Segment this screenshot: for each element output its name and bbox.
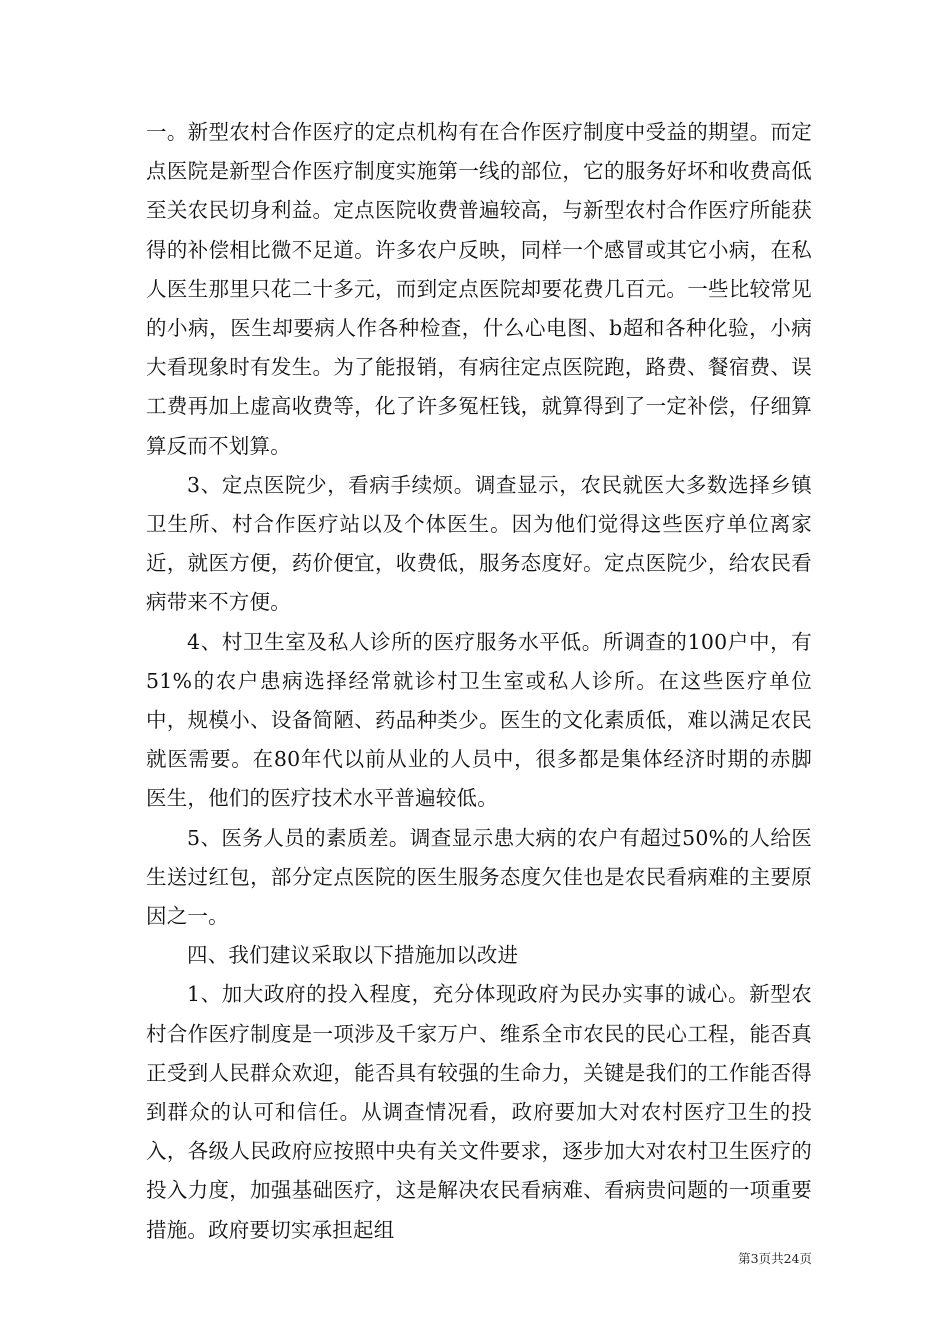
section-heading-suggestions: 四、我们建议采取以下措施加以改进 (187, 943, 519, 968)
paragraph-point-4: 4、村卫生室及私人诊所的医疗服务水平低。所调查的100户中，有51%的农户患病选择经常就诊村卫生室或私人诊所。在这些医疗单位中，规模小、设备简陋、药品种类少。医生的文化素质低，难以满足农民就医需要。在80年代以前从业的人员中，很多都是集体经济时期的赤脚医生，他们的医疗技术水平普遍较低。 (146, 629, 812, 811)
paragraph-suggestion-1: 1、加大政府的投入程度，充分体现政府为民办实事的诚心。新型农村合作医疗制度是一项涉及千家万户、维系全市农民的民心工程，能否真正受到人民群众欢迎，能否具有较强的生命力，关键是我们的工作能否得到群众的认可和信任。从调查情况看，政府要加大对农村医疗卫生的投入，各级人民政府应按照中央有关文件要求，逐步加大对农村卫生医疗的投入力度，加强基础医疗，这是解决农民看病难、看病贵问题的一项重要措施。政府要切实承担起组 (146, 982, 812, 1242)
paragraph-point-3: 3、定点医院少，看病手续烦。调查显示，农民就医大多数选择乡镇卫生所、村合作医疗站以及个体医生。因为他们觉得这些医疗单位离家近，就医方便，药价便宜，收费低，服务态度好。定点医院少，给农民看病带来不方便。 (146, 472, 812, 615)
paragraph-point-5: 5、医务人员的素质差。调查显示患大病的农户有超过50%的人给医生送过红包，部分定点医院的医生服务态度欠佳也是农民看病难的主要原因之一。 (146, 825, 812, 929)
paragraph-designated-institutions: 一。新型农村合作医疗的定点机构有在合作医疗制度中受益的期望。而定点医院是新型合作医疗制度实施第一线的部位，它的服务好坏和收费高低至关农民切身利益。定点医院收费普遍较高，与新型农村合作医疗所能获得的补偿相比微不足道。许多农户反映，同样一个感冒或其它小病，在私人医生那里只花二十多元，而到定点医院却要花费几百元。一些比较常见的小病，医生却要病人作各种检查，什么心电图、b超和各种化验，小病大看现象时有发生。为了能报销，有病往定点医院跑，路费、餐宿费、误工费再加上虚高收费等，化了许多冤枉钱，就算得到了一定补偿，仔细算算反而不划算。 (146, 120, 812, 458)
page-number-footer: 第3页共24页 (738, 1251, 812, 1266)
document-body (146, 113, 812, 1250)
